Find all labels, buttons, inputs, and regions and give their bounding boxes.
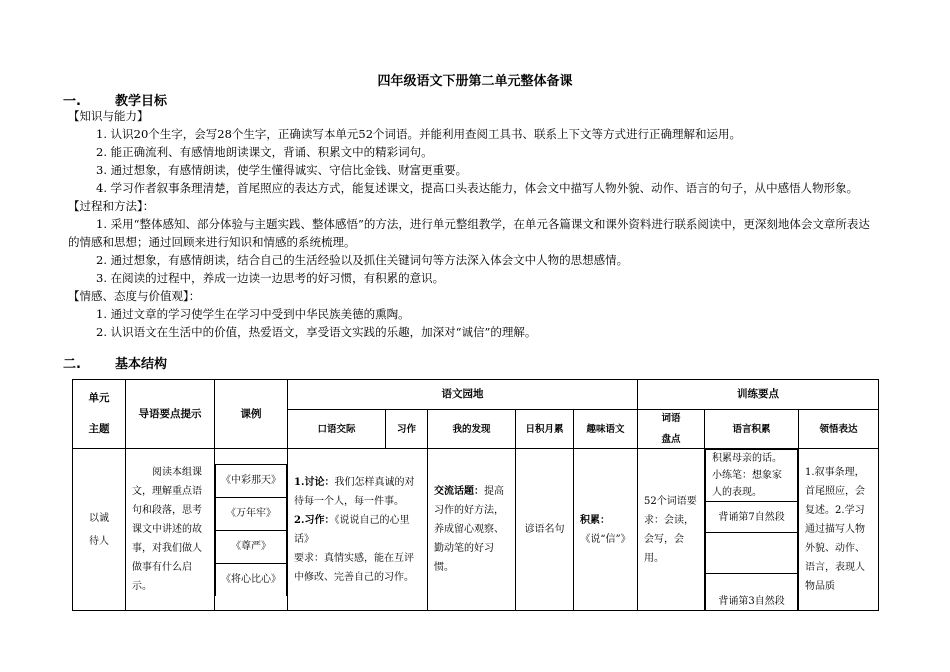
accumulate-item — [706, 533, 798, 574]
cell-oral-writing: 1.讨论：我们怎样真诚的对待每一个人，每一件事。 2.习作：《说说自己的心里话》 要求：真情实感，能在互评中修改、完善自己的习作。 — [288, 449, 428, 611]
header-oral: 口语交际 — [288, 410, 386, 449]
page-title: 四年级语文下册第二单元整体备课 — [377, 74, 573, 89]
cell-discovery: 交流话题：提高习作的好方法，养成留心观察、勤动笔的好习惯。 — [428, 449, 516, 611]
cell-vocab: 52个词语要求：会读，会写，会用。 — [638, 449, 705, 611]
cell-comprehend: 1.叙事条理，首尾照应，会复述。2.学习通过描写人物外貌、动作、语言，表现人物品质 — [799, 449, 879, 611]
header-discovery: 我的发现 — [428, 410, 516, 449]
group-label-emotion: 【情感、态度与价值观】： — [68, 289, 201, 303]
accumulate-item: 背诵第3自然段 — [706, 574, 798, 611]
section-2-heading — [63, 353, 167, 372]
cell-fun: 积累： 《说“信”》 — [574, 449, 638, 611]
header-lessons: 课例 — [215, 380, 288, 449]
section-2-number: 二. — [63, 357, 81, 372]
accumulate-item: 积累母亲的话。 小练笔：想象家人的表现。 — [706, 450, 798, 502]
section-1-heading — [63, 90, 167, 109]
cell-lessons — [215, 449, 288, 611]
accumulate-item: 背诵第7自然段 — [706, 502, 798, 533]
section-2-title: 基本结构 — [115, 357, 168, 372]
lesson-item: 《万年牢》 — [216, 497, 287, 530]
header-fun: 趣味语文 — [574, 410, 638, 449]
group-label-knowledge: 【知识与能力】 — [68, 109, 149, 123]
header-guide: 导语要点提示 — [126, 380, 215, 449]
objective-item: 1. 认识20个生字，会写28个生字，正确读写本单元52个词语。并能利用查阅工具书、联系上下文等方式进行正确理解和运用。 — [96, 127, 742, 141]
group-label-process: 【过程和方法】： — [68, 199, 155, 213]
lesson-item: 《中彩那天》 — [216, 464, 287, 497]
cell-accumulate — [705, 449, 799, 611]
lesson-item: 《将心比心》 — [216, 563, 287, 596]
header-writing: 习作 — [386, 410, 428, 449]
objective-item: 3. 通过想象，有感情朗读，使学生懂得诚实、守信比金钱、财富更重要。 — [96, 163, 468, 177]
header-daily: 日积月累 — [516, 410, 574, 449]
header-accumulate: 语言积累 — [705, 410, 799, 449]
header-chinese-garden: 语文园地 — [288, 380, 638, 410]
objective-item: 4. 学习作者叙事条理清楚，首尾照应的表达方式，能复述课文，提高口头表达能力，体会文中描写人物外貌、动作、语言的句子，从中感悟人物形象。 — [96, 181, 859, 195]
lesson-item: 《尊严》 — [216, 530, 287, 563]
objective-item: 2. 能正确流利、有感情地朗读课文，背诵、积累文中的精彩词句。 — [96, 145, 433, 159]
header-vocab: 词语 盘点 — [638, 410, 705, 449]
objective-item: 2. 认识语文在生活中的价值，热爱语文，享受语文实践的乐趣，加深对“诚信”的理解。 — [96, 325, 537, 339]
structure-table — [72, 379, 879, 611]
header-unit-theme: 单元 主题 — [73, 380, 126, 449]
cell-daily: 谚语名句 — [516, 449, 574, 611]
objective-item: 的情感和思想；通过回顾来进行知识和情感的系统梳理。 — [68, 235, 356, 249]
objective-item: 3. 在阅读的过程中，养成一边读一边思考的好习惯，有积累的意识。 — [96, 271, 445, 285]
header-comprehend: 领悟表达 — [799, 410, 879, 449]
objective-item: 1. 采用“整体感知、部分体验与主题实践、整体感悟”的方法，进行单元整组教学，在单元各篇课文和课外资料进行联系阅读中，更深刻地体会文章所表达 — [96, 217, 870, 231]
section-1-title: 教学目标 — [115, 94, 168, 109]
objective-item: 1. 通过文章的学习使学生在学习中受到中华民族美德的熏陶。 — [96, 307, 410, 321]
cell-guide: 阅读本组课文，理解重点语句和段落，思考课文中讲述的故事，对我们做人做事有什么启示。 — [126, 449, 215, 611]
section-1-number: 一. — [63, 94, 81, 109]
objective-item: 2. 通过想象，有感情朗读，结合自己的生活经验以及抓住关键词句等方法深入体会文中人物的思想感情。 — [96, 253, 629, 267]
cell-unit-theme: 以诚 待人 — [73, 449, 126, 611]
header-training-points: 训练要点 — [638, 380, 879, 410]
